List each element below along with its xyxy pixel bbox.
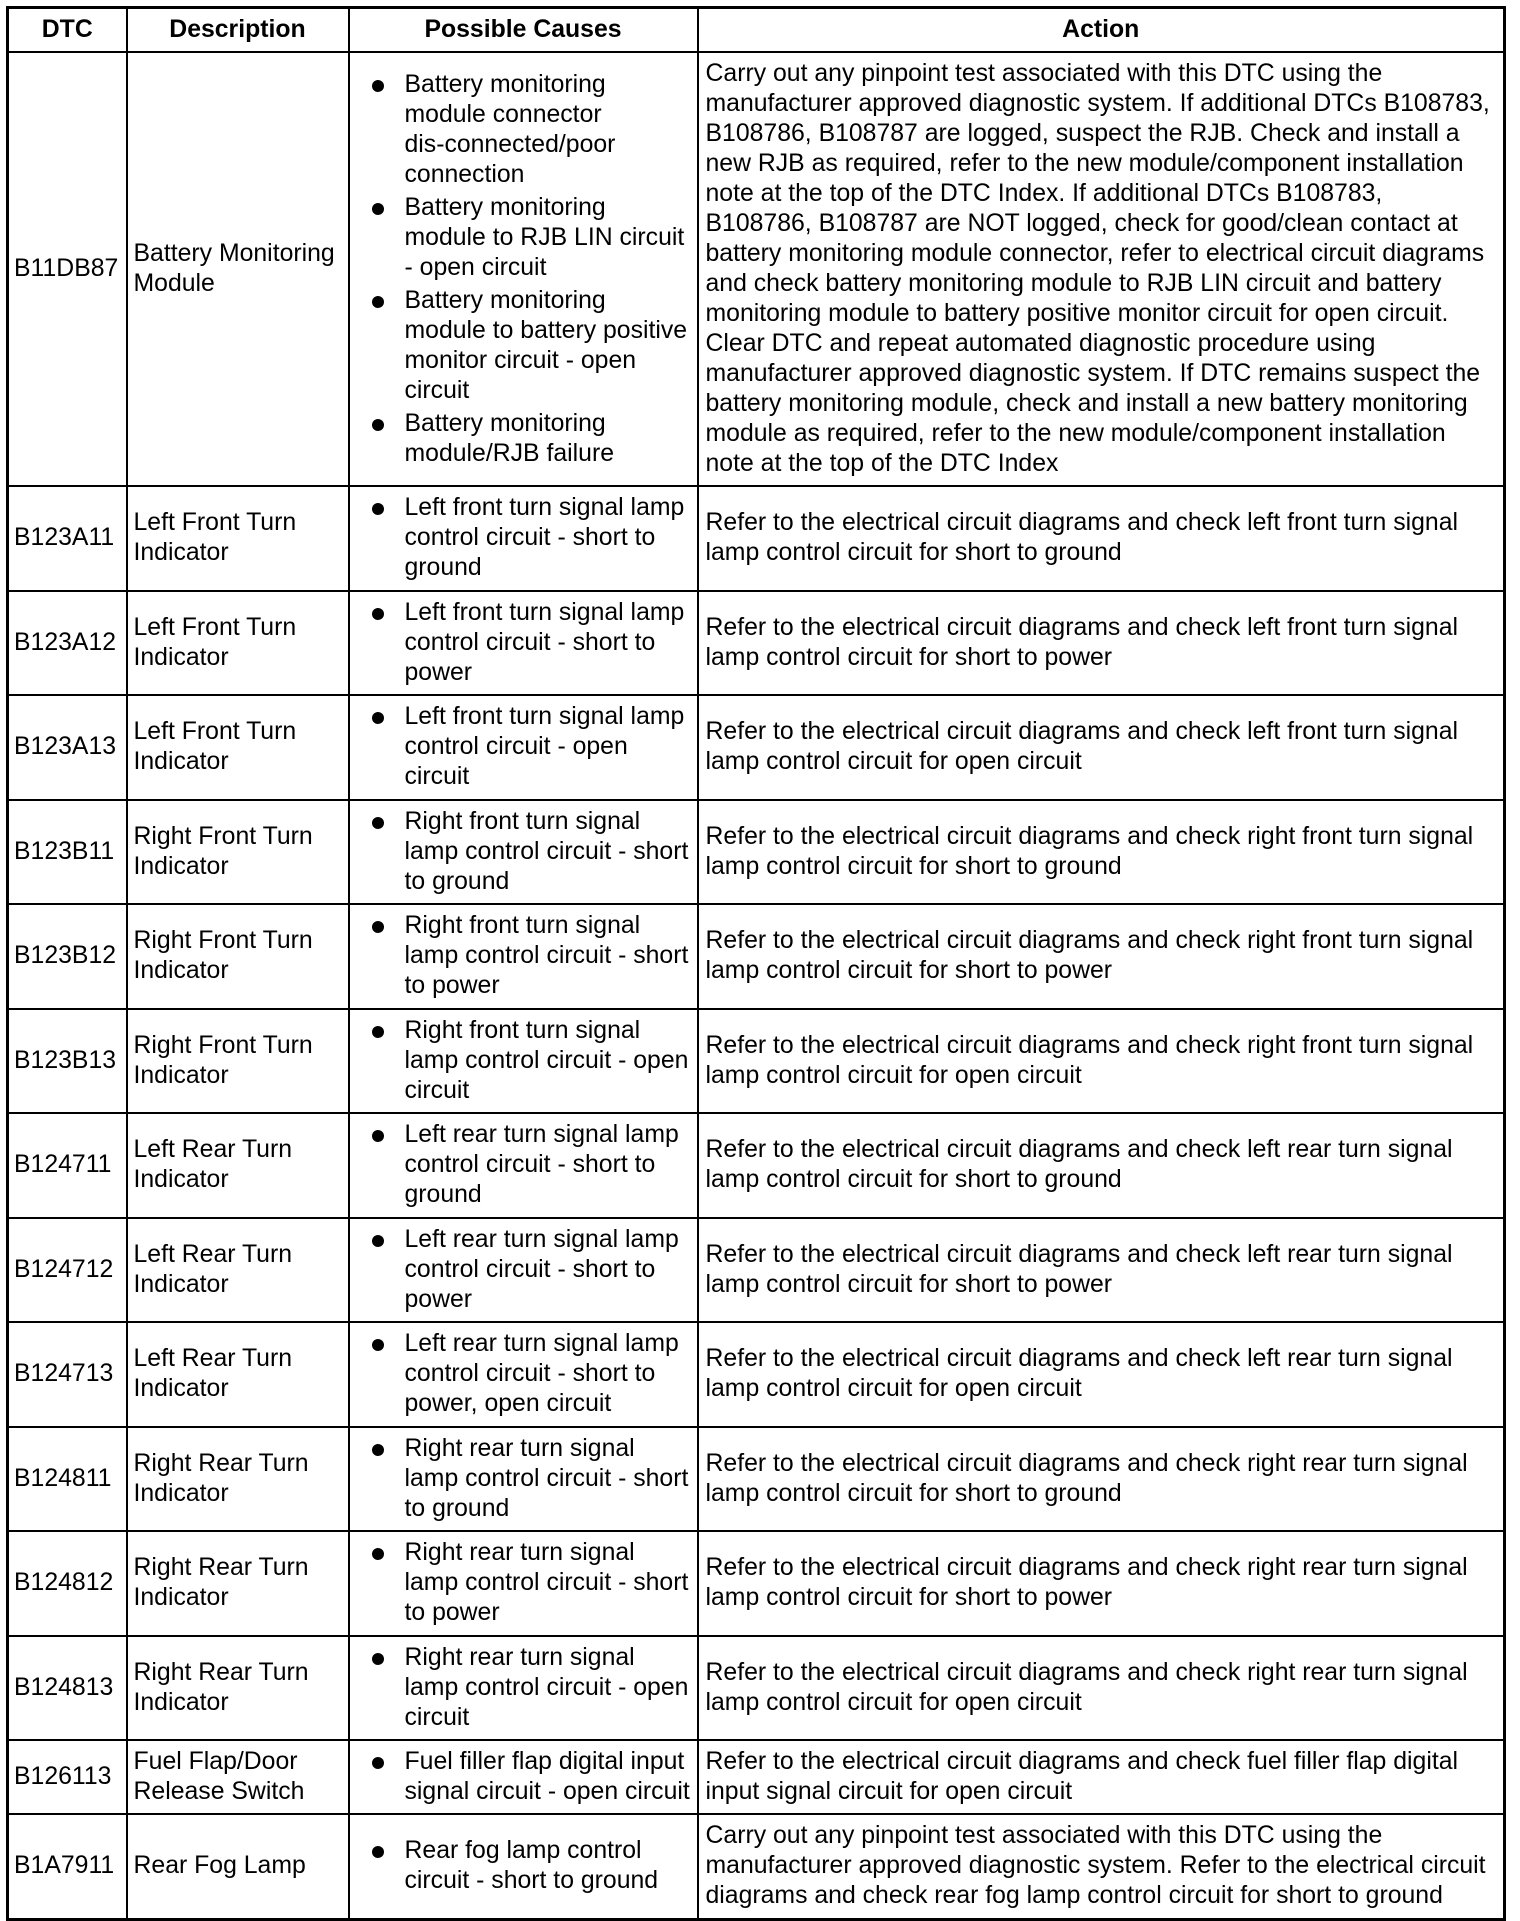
cause-item: [350, 598, 697, 688]
bullet-icon: [372, 1757, 384, 1769]
action-cell: Refer to the electrical circuit diagrams and check right front turn signal lamp control circuit for short to power: [698, 904, 1505, 1009]
table-row: [8, 1531, 1505, 1636]
cause-item: [350, 493, 697, 583]
action-cell: Refer to the electrical circuit diagrams and check left rear turn signal lamp control circuit for open circuit: [698, 1322, 1505, 1427]
bullet-icon: [372, 712, 384, 724]
bullet-icon: [372, 80, 384, 92]
description-cell: Rear Fog Lamp: [127, 1814, 349, 1919]
possible-causes-cell: [349, 1009, 698, 1114]
dtc-cell: B124813: [8, 1636, 127, 1741]
dtc-cell: B123B13: [8, 1009, 127, 1114]
cause-item: [350, 1120, 697, 1210]
cause-item: [350, 1747, 697, 1807]
description-cell: Right Rear Turn Indicator: [127, 1427, 349, 1532]
cause-text: Fuel filler flap digital input signal circuit - open circuit: [404, 1748, 690, 1805]
table-row: [8, 1322, 1505, 1427]
table-row: [8, 591, 1505, 696]
table-row: [8, 1740, 1505, 1814]
description-cell: Battery Monitoring Module: [127, 52, 349, 486]
cause-item: [350, 409, 697, 469]
cause-item: [350, 1329, 697, 1419]
cause-text: Right rear turn signal lamp control circuit - open circuit: [404, 1643, 689, 1731]
table-row: [8, 1113, 1505, 1218]
bullet-icon: [372, 1235, 384, 1247]
cause-item: [350, 1016, 697, 1106]
cause-item: [350, 70, 697, 190]
description-cell: Left Front Turn Indicator: [127, 486, 349, 591]
bullet-icon: [372, 1026, 384, 1038]
cause-text: Right front turn signal lamp control circuit - short to ground: [404, 807, 689, 895]
action-cell: Refer to the electrical circuit diagrams and check right rear turn signal lamp control circuit for short to ground: [698, 1427, 1505, 1532]
bullet-icon: [372, 503, 384, 515]
bullet-icon: [372, 1130, 384, 1142]
description-cell: Left Front Turn Indicator: [127, 695, 349, 800]
cause-text: Left front turn signal lamp control circuit - open circuit: [404, 703, 685, 791]
action-cell: Refer to the electrical circuit diagrams and check left front turn signal lamp control circuit for open circuit: [698, 695, 1505, 800]
cause-item: [350, 911, 697, 1001]
action-cell: Refer to the electrical circuit diagrams and check left front turn signal lamp control circuit for short to power: [698, 591, 1505, 696]
table-row: [8, 1636, 1505, 1741]
table-row: [8, 904, 1505, 1009]
header-description: Description: [127, 8, 349, 53]
description-cell: Fuel Flap/Door Release Switch: [127, 1740, 349, 1814]
cause-text: Battery monitoring module to battery positive monitor circuit - open circuit: [404, 286, 688, 404]
table-row: [8, 1218, 1505, 1323]
possible-causes-cell: [349, 486, 698, 591]
cause-text: Left front turn signal lamp control circuit - short to ground: [404, 494, 685, 582]
cause-item: [350, 807, 697, 897]
header-dtc: DTC: [8, 8, 127, 53]
description-cell: Left Rear Turn Indicator: [127, 1218, 349, 1323]
cause-item: [350, 286, 697, 406]
possible-causes-cell: [349, 1322, 698, 1427]
possible-causes-cell: [349, 1531, 698, 1636]
dtc-cell: B123A11: [8, 486, 127, 591]
action-cell: Carry out any pinpoint test associated with this DTC using the manufacturer approved diagnostic system. Refer to the electrical circuit diagrams and check rear fog lamp control circuit for short to ground: [698, 1814, 1505, 1919]
possible-causes-cell: [349, 52, 698, 486]
cause-item: [350, 1538, 697, 1628]
action-cell: Refer to the electrical circuit diagrams and check left front turn signal lamp control circuit for short to ground: [698, 486, 1505, 591]
cause-text: Battery monitoring module to RJB LIN circuit - open circuit: [404, 193, 685, 281]
cause-text: Rear fog lamp control circuit - short to ground: [404, 1837, 659, 1895]
description-cell: Right Front Turn Indicator: [127, 800, 349, 905]
cause-text: Left front turn signal lamp control circuit - short to power: [404, 598, 685, 686]
table-row: [8, 52, 1505, 486]
dtc-cell: B11DB87: [8, 52, 127, 486]
possible-causes-cell: [349, 1113, 698, 1218]
possible-causes-cell: [349, 800, 698, 905]
table-row: [8, 800, 1505, 905]
cause-text: Battery monitoring module connector dis-connected/poor connection: [404, 70, 616, 188]
bullet-icon: [372, 203, 384, 215]
bullet-icon: [372, 1339, 384, 1351]
description-cell: Left Rear Turn Indicator: [127, 1113, 349, 1218]
description-cell: Right Rear Turn Indicator: [127, 1636, 349, 1741]
bullet-icon: [372, 296, 384, 308]
cause-item: [350, 702, 697, 792]
possible-causes-cell: [349, 591, 698, 696]
bullet-icon: [372, 1548, 384, 1560]
bullet-icon: [372, 419, 384, 431]
bullet-icon: [372, 1653, 384, 1665]
cause-item: [350, 1225, 697, 1315]
action-cell: Refer to the electrical circuit diagrams and check right rear turn signal lamp control circuit for short to power: [698, 1531, 1505, 1636]
cause-text: Right front turn signal lamp control circuit - open circuit: [404, 1016, 689, 1104]
header-possible-causes: Possible Causes: [349, 8, 698, 53]
dtc-cell: B124711: [8, 1113, 127, 1218]
dtc-cell: B126113: [8, 1740, 127, 1814]
dtc-table: [6, 6, 1506, 1921]
action-cell: Refer to the electrical circuit diagrams and check right front turn signal lamp control circuit for open circuit: [698, 1009, 1505, 1114]
possible-causes-cell: [349, 1740, 698, 1814]
header-action: Action: [698, 8, 1505, 53]
possible-causes-cell: [349, 1814, 698, 1919]
dtc-cell: B124812: [8, 1531, 127, 1636]
cause-item: [350, 193, 697, 283]
cause-text: Left rear turn signal lamp control circuit - short to ground: [404, 1121, 679, 1209]
description-cell: Right Rear Turn Indicator: [127, 1531, 349, 1636]
possible-causes-cell: [349, 904, 698, 1009]
description-cell: Left Rear Turn Indicator: [127, 1322, 349, 1427]
dtc-cell: B123B11: [8, 800, 127, 905]
description-cell: Left Front Turn Indicator: [127, 591, 349, 696]
possible-causes-cell: [349, 1218, 698, 1323]
action-cell: Refer to the electrical circuit diagrams and check fuel filler flap digital input signal circuit for open circuit: [698, 1740, 1505, 1814]
dtc-cell: B1A7911: [8, 1814, 127, 1919]
table-row: [8, 695, 1505, 800]
cause-text: Left rear turn signal lamp control circuit - short to power, open circuit: [404, 1330, 679, 1418]
possible-causes-cell: [349, 1636, 698, 1741]
description-cell: Right Front Turn Indicator: [127, 1009, 349, 1114]
cause-text: Right front turn signal lamp control circuit - short to power: [404, 912, 689, 1000]
cause-item: [350, 1836, 697, 1896]
cause-item: [350, 1434, 697, 1524]
cause-text: Battery monitoring module/RJB failure: [404, 409, 614, 467]
action-cell: Refer to the electrical circuit diagrams and check right front turn signal lamp control circuit for short to ground: [698, 800, 1505, 905]
cause-text: Left rear turn signal lamp control circuit - short to power: [404, 1225, 679, 1313]
bullet-icon: [372, 608, 384, 620]
bullet-icon: [372, 1444, 384, 1456]
description-cell: Right Front Turn Indicator: [127, 904, 349, 1009]
table-header-row: [8, 8, 1505, 53]
bullet-icon: [372, 817, 384, 829]
cause-text: Right rear turn signal lamp control circuit - short to ground: [404, 1434, 689, 1522]
dtc-cell: B124811: [8, 1427, 127, 1532]
table-row: [8, 1427, 1505, 1532]
action-cell: Refer to the electrical circuit diagrams and check right rear turn signal lamp control circuit for open circuit: [698, 1636, 1505, 1741]
dtc-cell: B123A13: [8, 695, 127, 800]
table-row: [8, 1009, 1505, 1114]
table-row: [8, 1814, 1505, 1919]
dtc-cell: B123A12: [8, 591, 127, 696]
possible-causes-cell: [349, 695, 698, 800]
bullet-icon: [372, 921, 384, 933]
dtc-cell: B123B12: [8, 904, 127, 1009]
dtc-cell: B124712: [8, 1218, 127, 1323]
action-cell: Refer to the electrical circuit diagrams and check left rear turn signal lamp control circuit for short to power: [698, 1218, 1505, 1323]
cause-text: Right rear turn signal lamp control circuit - short to power: [404, 1539, 689, 1627]
possible-causes-cell: [349, 1427, 698, 1532]
cause-item: [350, 1643, 697, 1733]
dtc-cell: B124713: [8, 1322, 127, 1427]
action-cell: Carry out any pinpoint test associated with this DTC using the manufacturer approved diagnostic system. If additional DTCs B108783, B108786, B108787 are logged, suspect the RJB. Check and install a new RJB as required, refer to the new module/component installation note at the top of the DTC Index. If additional DTCs B108783, B108786, B108787 are NOT logged, check for good/clean contact at battery monitoring module connector, refer to electrical circuit diagrams and check battery monitoring module to RJB LIN circuit and battery monitoring module to battery positive monitor circuit for open circuit. Clear DTC and repeat automated diagnostic procedure using manufacturer approved diagnostic system. If DTC remains suspect the battery monitoring module, check and install a new battery monitoring module as required, refer to the new module/component installation note at the top of the DTC Index: [698, 52, 1505, 486]
table-row: [8, 486, 1505, 591]
action-cell: Refer to the electrical circuit diagrams and check left rear turn signal lamp control circuit for short to ground: [698, 1113, 1505, 1218]
bullet-icon: [372, 1846, 384, 1858]
